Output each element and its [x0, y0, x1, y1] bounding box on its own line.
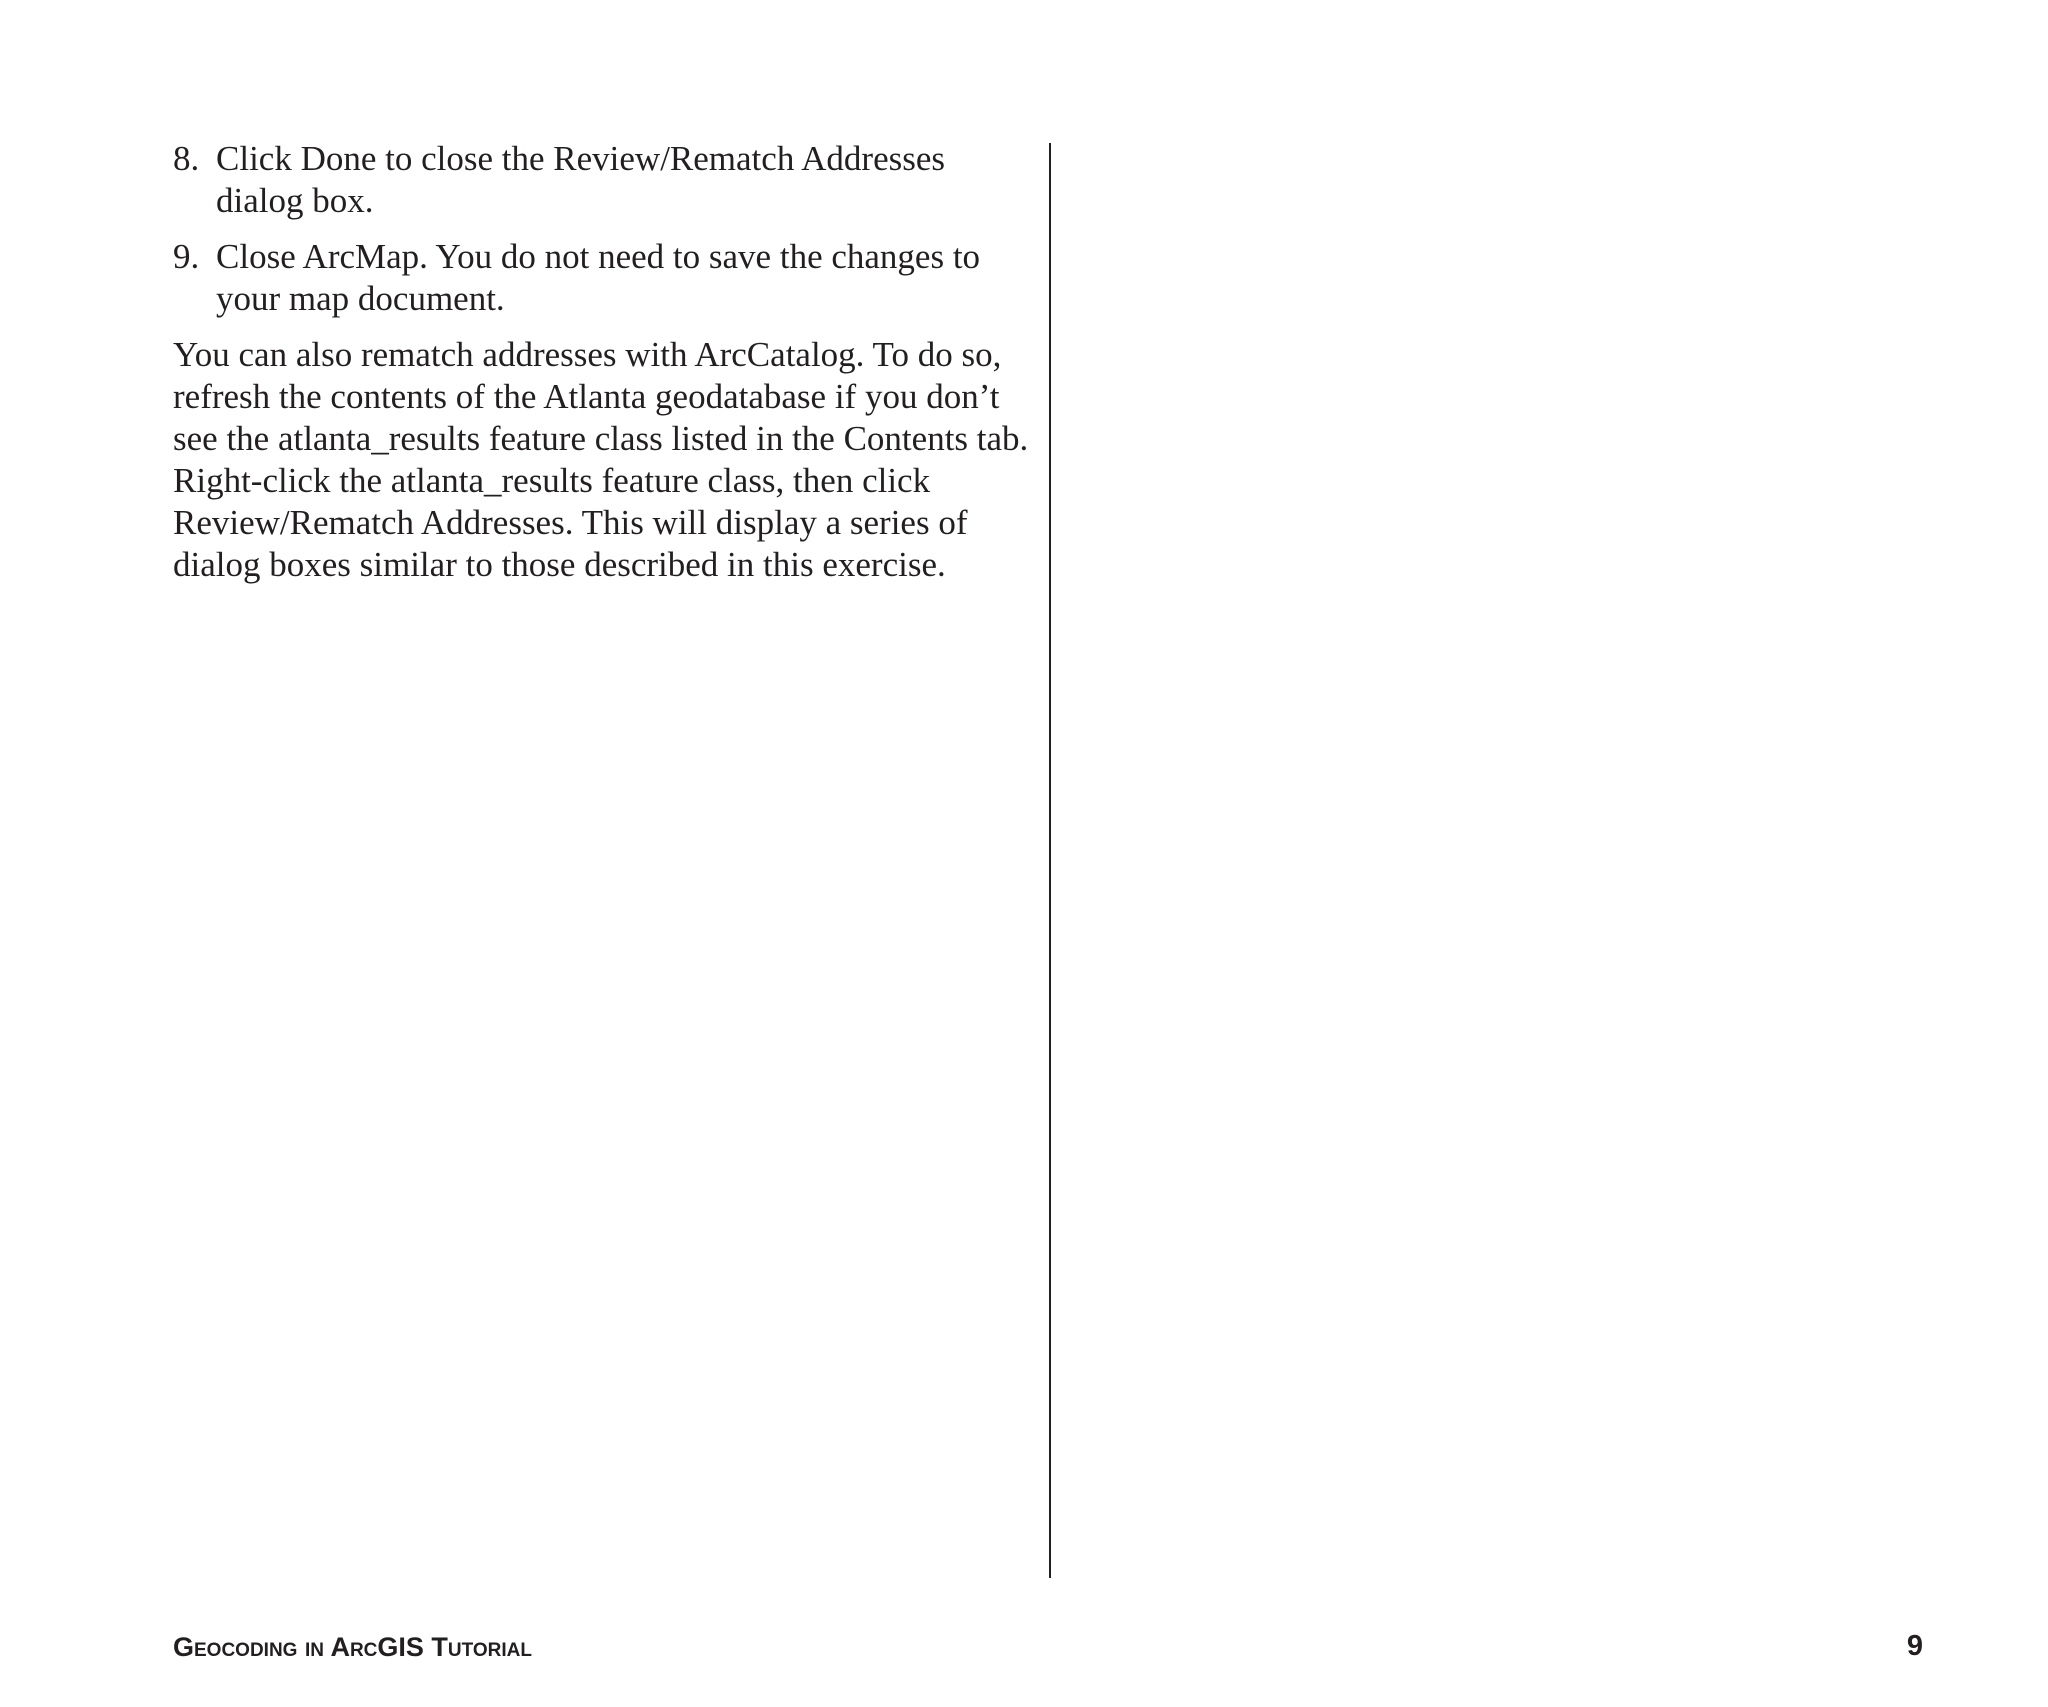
step-item [173, 236, 1033, 320]
column-divider [1049, 143, 1051, 1578]
footer-title: Geocoding in ArcGIS Tutorial [173, 1632, 532, 1662]
step-list [173, 138, 1033, 320]
step-item [173, 138, 1033, 222]
step-text: Click Done to close the Review/Rematch Addresses dialog box. [216, 139, 946, 220]
step-text: Close ArcMap. You do not need to save the changes to your map document. [216, 237, 981, 318]
step-number: 9. [173, 237, 200, 276]
page-number: 9 [1906, 1630, 1923, 1662]
step-number: 8. [173, 139, 200, 178]
left-column [173, 138, 1033, 586]
body-paragraph: You can also rematch addresses with ArcCatalog. To do so, refresh the contents of the Atlanta geodatabase if you don’t see the atlanta_results feature class listed in the Contents tab. Right-click the atlanta_results feature class, then click Review/Rematch Addresses. This will display a series of dialog boxes similar to those described in this exercise. [173, 335, 1029, 584]
